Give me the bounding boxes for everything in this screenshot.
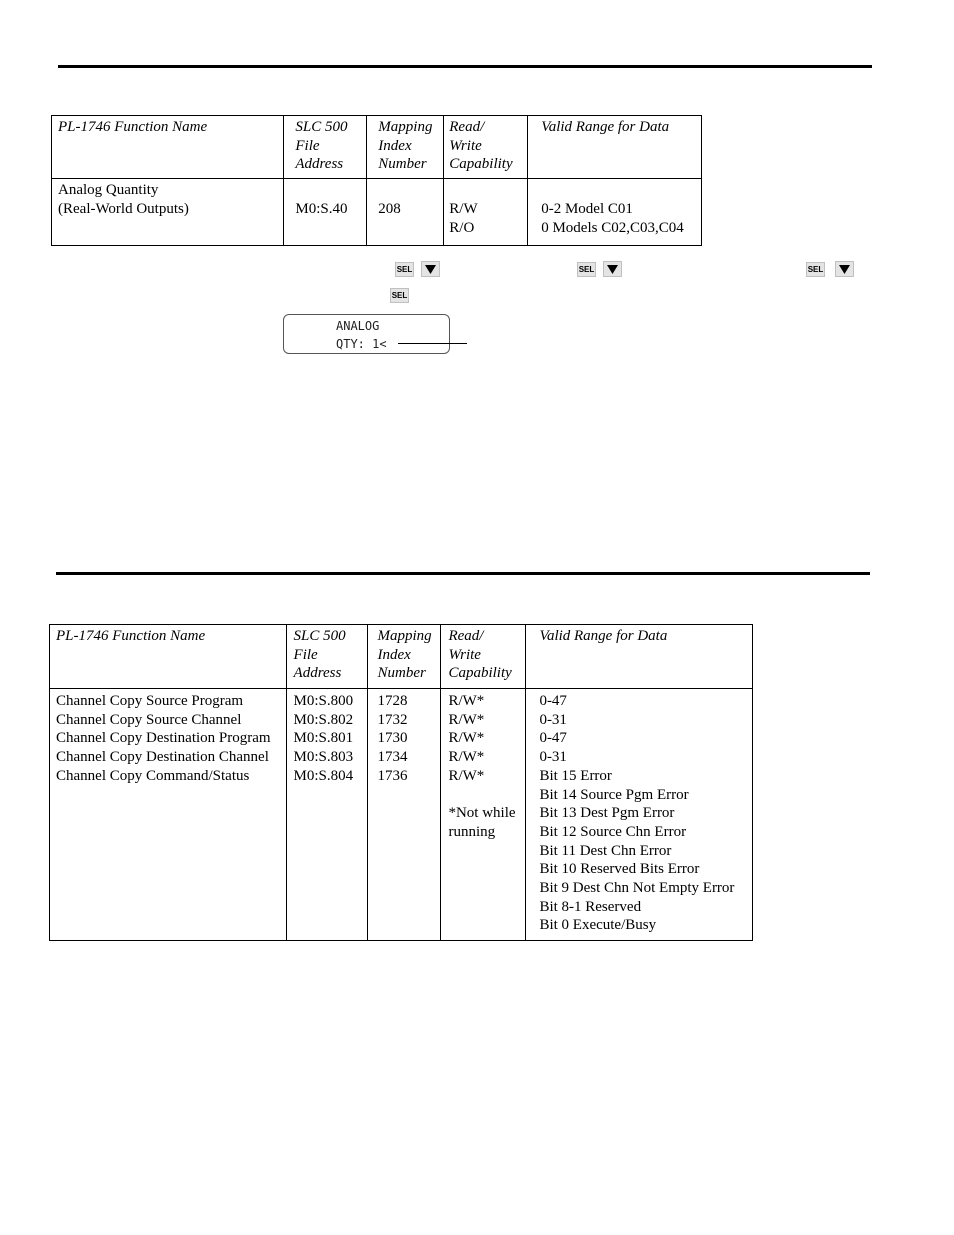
rw-capability-cell: R/W* R/W* R/W* R/W* R/W* *Not while running: [448, 693, 516, 840]
rw-capability-cell: R/W R/O: [449, 201, 478, 236]
top-horizontal-rule: [58, 65, 872, 68]
file-address-cell: M0:S.40: [295, 201, 348, 218]
header-index-number: Mapping Index Number: [377, 628, 432, 682]
channel-copy-table: [49, 624, 753, 941]
file-addresses-cell: M0:S.800 M0:S.802 M0:S.801 M0:S.803 M0:S.804: [293, 693, 354, 784]
header-rw-capability: Read/ Write Capability: [449, 119, 513, 173]
analog-quantity-table: [51, 115, 702, 246]
table-header-row: [52, 116, 702, 179]
valid-range-cell: 0-2 Model C01 0 Models C02,C03,C04: [541, 201, 684, 236]
function-name-cell: Analog Quantity (Real-World Outputs): [58, 182, 189, 217]
header-function-name: PL-1746 Function Name: [58, 119, 208, 135]
header-file-address: SLC 500 File Address: [295, 119, 348, 173]
function-names-cell: Channel Copy Source Program Channel Copy Source Channel Channel Copy Destination Program Channel Copy Destination Channel Channel Copy Command/Status: [56, 693, 271, 784]
header-rw-capability: Read/ Write Capability: [448, 628, 512, 682]
header-valid-range: Valid Range for Data: [541, 119, 670, 135]
down-arrow-icon: [835, 261, 854, 277]
lcd-callout-line: [398, 343, 467, 344]
index-number-cell: 208: [378, 201, 401, 218]
sel-key-icon: SEL: [806, 262, 825, 277]
table-row: [52, 179, 702, 246]
down-arrow-icon: [421, 261, 440, 277]
lcd-line-1: ANALOG: [336, 319, 380, 333]
table-row: [50, 689, 753, 941]
valid-ranges-cell: 0-47 0-31 0-47 0-31 Bit 15 Error Bit 14 Source Pgm Error Bit 13 Dest Pgm Error Bit 12 Source Chn Error Bit 11 Dest Chn Error Bit 10 Reserved Bits Error Bit 9 Dest Chn Not Empty Error Bit 8-1 Reserved Bit 0 Execute/Busy: [539, 693, 735, 934]
header-index-number: Mapping Index Number: [378, 119, 433, 173]
sel-key-icon: SEL: [390, 288, 409, 303]
table-header-row: [50, 625, 753, 689]
section-horizontal-rule: [56, 572, 870, 575]
index-numbers-cell: 1728 1732 1730 1734 1736: [377, 693, 408, 784]
sel-key-icon: SEL: [577, 262, 596, 277]
header-function-name: PL-1746 Function Name: [56, 628, 206, 644]
down-arrow-icon: [603, 261, 622, 277]
sel-key-icon: SEL: [395, 262, 414, 277]
header-file-address: SLC 500 File Address: [293, 628, 346, 682]
lcd-line-2: QTY: 1<: [336, 337, 387, 351]
lcd-display: [283, 314, 450, 354]
header-valid-range: Valid Range for Data: [539, 628, 668, 644]
